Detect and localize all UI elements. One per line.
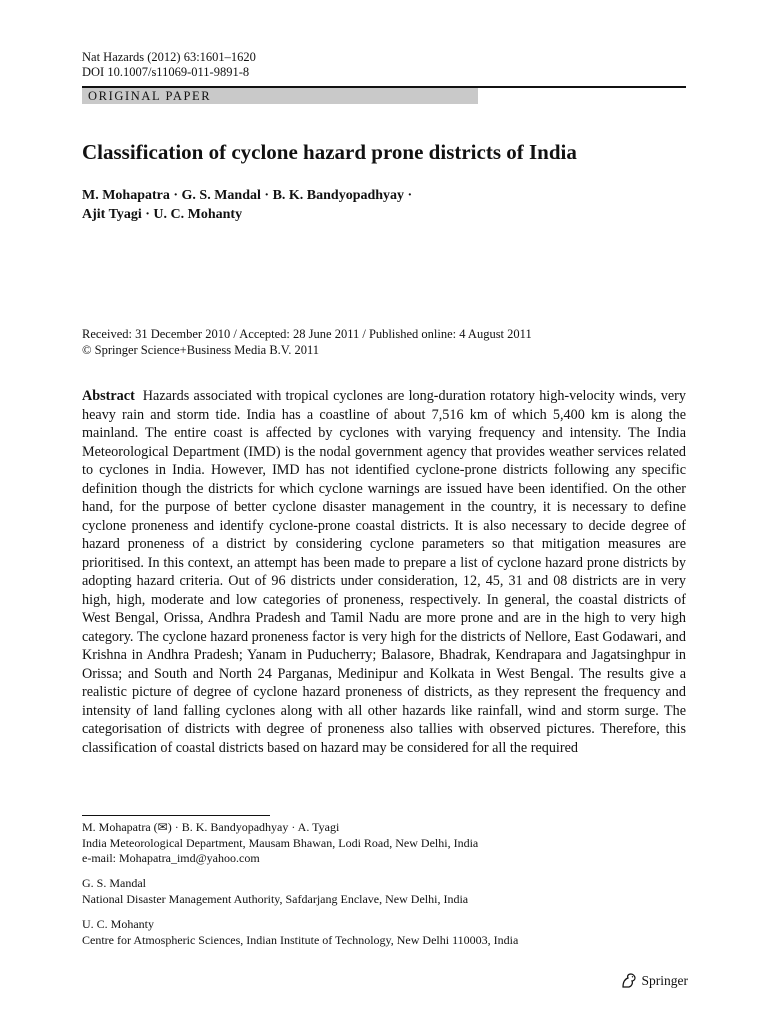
abstract-label: Abstract: [82, 388, 135, 404]
publisher-logo: [620, 972, 689, 990]
footnote-rule: [82, 815, 270, 816]
footnote-authors: M. Mohapatra (✉) · B. K. Bandyopadhyay · A. Tyagi: [82, 820, 340, 834]
footnote-author: G. S. Mandal: [82, 876, 146, 890]
footnote-email[interactable]: e-mail: Mohapatra_imd@yahoo.com: [82, 851, 260, 865]
publisher-name: Springer: [641, 973, 688, 988]
footnote-affiliation-1: [82, 820, 686, 867]
paper-title: Classification of cyclone hazard prone districts of India: [82, 140, 577, 164]
footnote-affiliation: Centre for Atmospheric Sciences, Indian Institute of Technology, New Delhi 110003, India: [82, 932, 519, 947]
copyright: © Springer Science+Business Media B.V. 2011: [82, 343, 320, 357]
footnote-affiliation: India Meteorological Department, Mausam Bhawan, Lodi Road, New Delhi, India: [82, 835, 479, 850]
footnote-affiliation-2: [82, 876, 686, 907]
abstract: [82, 387, 686, 757]
springer-horse-icon: [620, 973, 638, 989]
authors-line-1: M. Mohapatra · G. S. Mandal · B. K. Bandyopadhyay ·: [82, 188, 413, 203]
doi[interactable]: DOI 10.1007/s11069-011-9891-8: [82, 65, 250, 79]
authors-line-2: Ajit Tyagi · U. C. Mohanty: [82, 207, 243, 222]
abstract-text: Hazards associated with tropical cyclones are long-duration rotatory high-velocity winds, very heavy rain and storm tide. India has a coastline of about 7,516 km of which 5,400 km is along the mainland. The entire coast is affected by cyclones with varying frequency and intensity. The India Meteorological Department (IMD) is the nodal government agency that provides weather services related to cyclones in India. However, IMD has not identified cyclone-prone districts following any specific definition though the districts for which cyclone warnings are issued have been identified. On the other hand, for the purpose of better cyclone disaster management in the country, it is necessary to define cyclone proneness and identify cyclone-prone coastal districts. It is also necessary to decide degree of hazard proneness of a district by considering cyclone parameters so that mitigation measures are prioritised. In this context, an attempt has been made to prepare a list of cyclone hazard prone districts by adopting hazard criteria. Out of 96 districts under consideration, 12, 45, 31 and 08 districts are in very high, high, moderate and low categories of proneness, respectively. In general, the coastal districts of West Bengal, Orissa, Andhra Pradesh and Tamil Nadu are more prone and are in the high to very high category. The cyclone hazard proneness factor is very high for the districts of Nellore, East Godawari, and Krishna in Andhra Pradesh; Yanam in Puducherry; Balasore, Bhadrak, Kendrapara and Jagatsinghpur in Orissa; and South and North 24 Parganas, Medinipur and Kolkata in West Bengal. The results give a realistic picture of degree of cyclone hazard proneness of districts, as they represent the frequency and intensity of land falling cyclones along with all other hazards like rainfall, wind and storm surge. The categorisation of districts with degree of proneness also tallies with observed pictures. Therefore, this classification of coastal districts based on hazard may be considered for all the required: [82, 388, 686, 756]
footnote-affiliation-3: [82, 917, 686, 948]
footnote-author: U. C. Mohanty: [82, 917, 154, 931]
journal-citation: Nat Hazards (2012) 63:1601–1620: [82, 50, 256, 64]
publication-dates: Received: 31 December 2010 / Accepted: 28 June 2011 / Published online: 4 August 2011: [82, 327, 532, 341]
section-banner: [82, 88, 478, 104]
footnote-affiliation: National Disaster Management Authority, Safdarjang Enclave, New Delhi, India: [82, 891, 469, 906]
section-label: ORIGINAL PAPER: [88, 89, 212, 103]
